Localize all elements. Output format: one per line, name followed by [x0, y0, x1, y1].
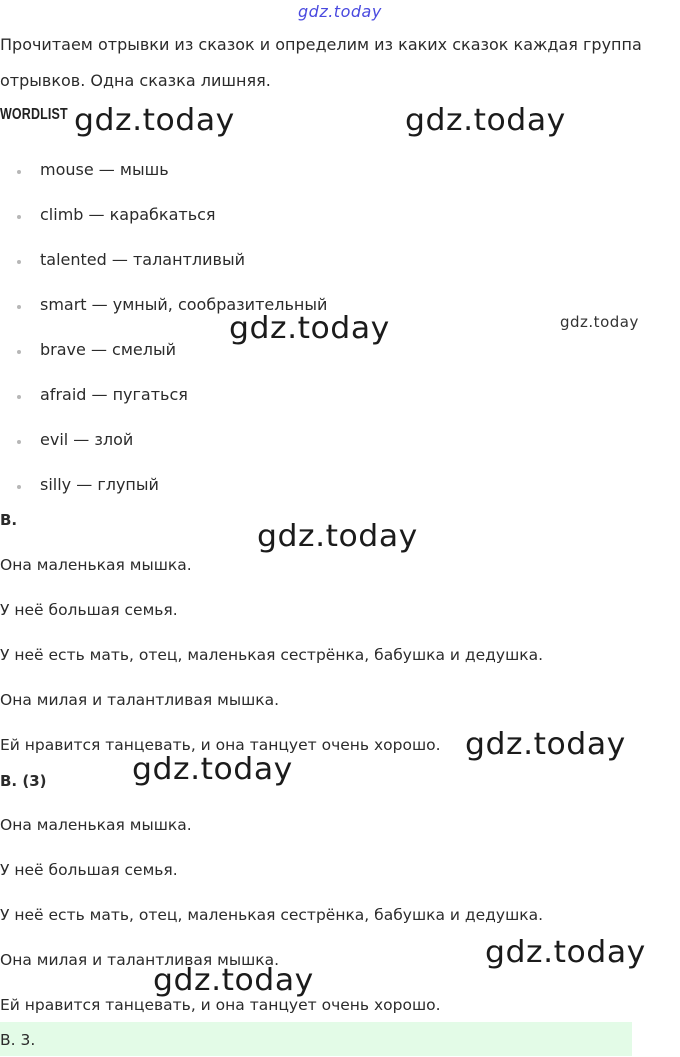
text-line: У неё большая семья.	[0, 861, 178, 879]
text-line: У неё большая семья.	[0, 601, 178, 619]
section-heading: B. (3)	[0, 772, 47, 790]
watermark: gdz.today	[405, 103, 566, 138]
bullet-icon	[17, 485, 21, 489]
watermark: gdz.today	[485, 935, 646, 970]
intro-line-1: Прочитаем отрывки из сказок и определим из каких сказок каждая группа	[0, 35, 642, 54]
bullet-icon	[17, 395, 21, 399]
text-line: Ей нравится танцевать, и она танцует очень хорошо.	[0, 996, 441, 1014]
wordlist-item: mouse — мышь	[40, 160, 169, 179]
bullet-icon	[17, 305, 21, 309]
text-line: Ей нравится танцевать, и она танцует очень хорошо.	[0, 736, 441, 754]
watermark: gdz.today	[257, 519, 418, 554]
text-line: Она милая и талантливая мышка.	[0, 951, 280, 969]
watermark: gdz.today	[132, 752, 293, 787]
intro-line-2: отрывков. Одна сказка лишняя.	[0, 71, 271, 90]
bullet-icon	[17, 215, 21, 219]
wordlist-item: evil — злой	[40, 430, 134, 449]
wordlist-item: silly — глупый	[40, 475, 159, 494]
bullet-icon	[17, 440, 21, 444]
wordlist-item: afraid — пугаться	[40, 385, 188, 404]
answer-text: B. 3.	[0, 1031, 36, 1049]
watermark: gdz.today	[465, 727, 626, 762]
bullet-icon	[17, 170, 21, 174]
wordlist-title: WORDLIST	[0, 106, 68, 123]
watermark: gdz.today	[560, 313, 639, 331]
watermark-top: gdz.today	[298, 2, 382, 21]
text-line: Она маленькая мышка.	[0, 556, 192, 574]
watermark: gdz.today	[153, 963, 314, 998]
bullet-icon	[17, 260, 21, 264]
wordlist-item: brave — смелый	[40, 340, 176, 359]
text-line: Она милая и талантливая мышка.	[0, 691, 280, 709]
text-line: Она маленькая мышка.	[0, 816, 192, 834]
wordlist-item: talented — талантливый	[40, 250, 245, 269]
wordlist-item: climb — карабкаться	[40, 205, 216, 224]
text-line: У неё есть мать, отец, маленькая сестрёнка, бабушка и дедушка.	[0, 646, 544, 664]
answer-box	[0, 1022, 632, 1056]
watermark: gdz.today	[74, 103, 235, 138]
wordlist-item: smart — умный, сообразительный	[40, 295, 328, 314]
text-line: У неё есть мать, отец, маленькая сестрёнка, бабушка и дедушка.	[0, 906, 544, 924]
section-heading: B.	[0, 511, 18, 529]
bullet-icon	[17, 350, 21, 354]
watermark: gdz.today	[229, 311, 390, 346]
